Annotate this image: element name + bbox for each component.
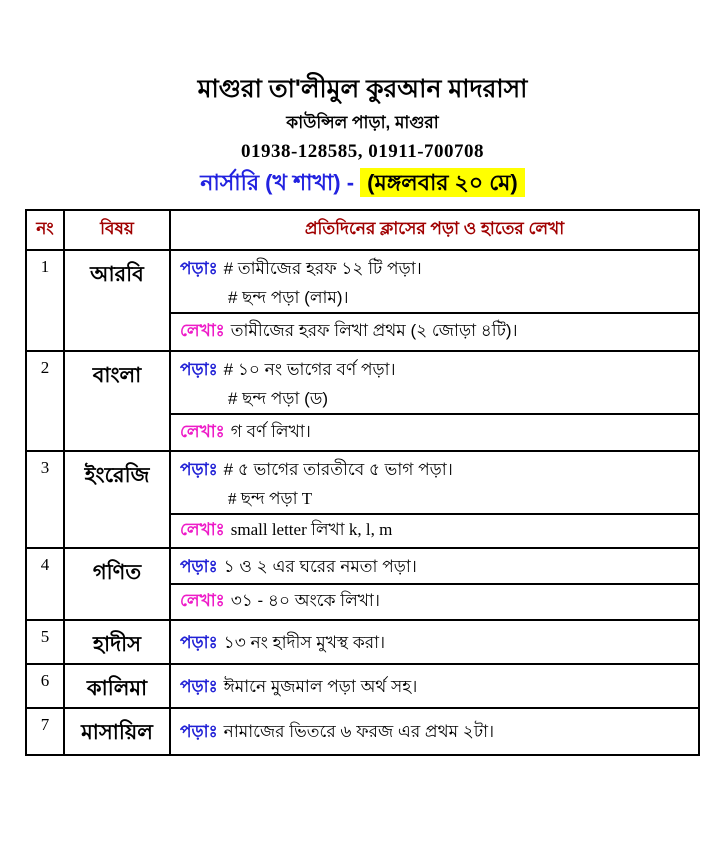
pora-section xyxy=(171,549,698,583)
phone-numbers: 01938-128585, 01911-700708 xyxy=(240,141,485,162)
lekha-text: গ বর্ণ লিখা। xyxy=(230,421,311,441)
pora-label: পড়াঃ xyxy=(180,259,218,278)
pora-line xyxy=(180,717,494,746)
pora-line xyxy=(180,355,690,384)
lekha-label: লেখাঃ xyxy=(180,591,225,610)
class-name: নার্সারি (খ শাখা) - xyxy=(200,170,361,195)
pora-line xyxy=(180,552,690,581)
subject-name: হাদীস xyxy=(65,621,171,663)
pora-text: নামাজের ভিতরে ৬ ফরজ এর প্রথম ২টা। xyxy=(223,722,495,741)
page-title: মাগুরা তা'লীমুল কুরআন মাদরাসা xyxy=(197,75,528,103)
pora-line xyxy=(180,672,417,701)
address-line: কাউন্সিল পাড়া, মাগুরা xyxy=(286,113,439,132)
table-row xyxy=(27,549,698,621)
pora-text: # তামীজের হরফ ১২ টি পড়া। xyxy=(223,259,422,278)
table-row xyxy=(27,621,698,665)
row-content-cell xyxy=(171,665,698,707)
pora-line xyxy=(180,628,385,657)
pora-label: পড়াঃ xyxy=(180,360,218,379)
table-row xyxy=(27,709,698,754)
pora-section xyxy=(171,352,698,413)
pora-line: # ছন্দ পড়া T xyxy=(228,489,313,508)
pora-label: পড়াঃ xyxy=(180,676,218,696)
lekha-label: লেখাঃ xyxy=(180,520,225,539)
pora-section xyxy=(171,251,698,312)
row-content-cell xyxy=(171,251,698,350)
row-number: 5 xyxy=(27,621,65,663)
pora-text: # ১০ নং ভাগের বর্ণ পড়া। xyxy=(223,360,396,379)
table-row xyxy=(27,665,698,709)
row-content-cell xyxy=(171,352,698,450)
pora-text: ১৩ নং হাদীস মুখস্থ করা। xyxy=(223,632,386,652)
row-number: 2 xyxy=(27,352,65,450)
pora-line: # ছন্দ পড়া (লাম)। xyxy=(228,288,349,307)
lekha-text: তামীজের হরফ লিখা প্রথম (২ জোড়া ৪টি)। xyxy=(230,321,518,340)
pora-section xyxy=(171,709,698,754)
pora-label: পড়াঃ xyxy=(180,460,218,479)
pora-text: ১ ও ২ এর ঘরের নমতা পড়া। xyxy=(223,557,417,576)
subject-name: গণিত xyxy=(65,549,171,619)
row-number: 4 xyxy=(27,549,65,619)
subject-name: ইংরেজি xyxy=(65,452,171,547)
col-header-no: নং xyxy=(27,211,65,249)
lekha-section xyxy=(171,312,698,350)
pora-line: # ছন্দ পড়া (ড) xyxy=(228,389,329,408)
pora-label: পড়াঃ xyxy=(180,722,218,741)
pora-text: # ৫ ভাগের তারতীবে ৫ ভাগ পড়া। xyxy=(223,460,453,479)
row-number: 3 xyxy=(27,452,65,547)
subject-name: আরবি xyxy=(65,251,171,350)
row-number: 1 xyxy=(27,251,65,350)
row-number: 6 xyxy=(27,665,65,707)
table-row xyxy=(27,452,698,549)
table-row xyxy=(27,352,698,452)
lekha-text: small letter লিখা k, l, m xyxy=(230,520,393,539)
homework-table xyxy=(25,209,700,756)
row-number: 7 xyxy=(27,709,65,754)
pora-label: পড়াঃ xyxy=(180,557,218,576)
pora-label: পড়াঃ xyxy=(180,632,218,652)
pora-section xyxy=(171,621,698,663)
row-content-cell xyxy=(171,709,698,754)
col-header-subject: বিষয় xyxy=(65,211,171,249)
lekha-section xyxy=(171,513,698,547)
pora-line xyxy=(180,254,690,283)
date-highlight: (মঙ্গলবার ২০ মে) xyxy=(360,168,525,197)
lekha-section xyxy=(171,413,698,450)
pora-line xyxy=(180,455,690,484)
row-content-cell xyxy=(171,452,698,547)
subject-name: বাংলা xyxy=(65,352,171,450)
lekha-section xyxy=(171,583,698,619)
class-date-line xyxy=(0,167,725,198)
pora-section xyxy=(171,665,698,707)
pora-text: ঈমানে মুজমাল পড়া অর্থ সহ। xyxy=(223,676,418,696)
lekha-text: ৩১ - ৪০ অংকে লিখা। xyxy=(230,591,380,610)
table-header-row xyxy=(27,211,698,251)
document-header xyxy=(0,74,725,198)
lekha-label: লেখাঃ xyxy=(180,321,225,340)
subject-name: কালিমা xyxy=(65,665,171,707)
col-header-content: প্রতিদিনের ক্লাসের পড়া ও হাতের লেখা xyxy=(304,219,565,238)
lekha-label: লেখাঃ xyxy=(180,421,225,441)
row-content-cell xyxy=(171,549,698,619)
row-content-cell xyxy=(171,621,698,663)
table-row xyxy=(27,251,698,352)
pora-section xyxy=(171,452,698,513)
subject-name: মাসায়িল xyxy=(65,709,171,754)
